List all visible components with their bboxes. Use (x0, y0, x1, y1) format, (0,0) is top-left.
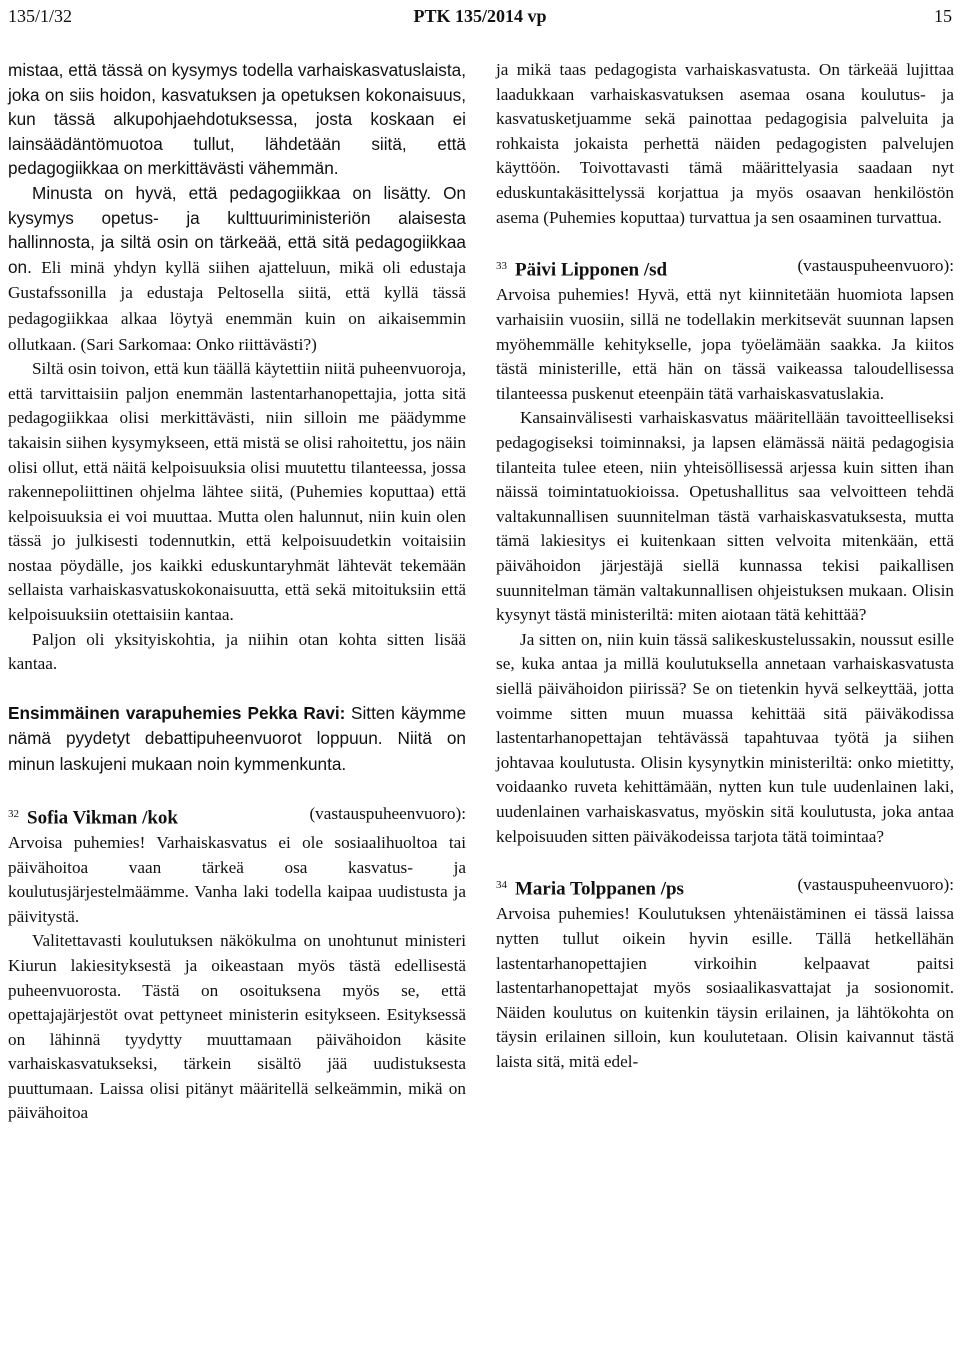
paragraph: Arvoisa puhemies! Varhaiskasvatus ei ole sosiaalihuoltoa tai päivähoitoa vaan tärkeä osa kasvatus- ja koulutusjärjestelmäämme. Vanha laki todella kaipaa uudistusta ja päivitystä. (8, 832, 466, 926)
speech-number: 33 (496, 260, 507, 273)
speech-type: (vastauspuheenvuoro): (797, 256, 954, 276)
speech-number: 32 (8, 807, 19, 820)
speech-number: 34 (496, 879, 507, 892)
paragraph: mistaa, että tässä on kysymys todella varhaiskasvatuslaista, joka on siis hoidon, kasvatuksen ja opetuksen kokonaisuus, kun tässä alkupohjaehdotuksessa, josta koskaan ei lainsäädäntömuotoa tullut, lähdetään siitä, että pedagogiikkaa on merkittävästi vähemmän. (8, 60, 466, 179)
paragraph: Siltä osin toivon, että kun täällä käytettiin niitä puheenvuoroja, että tarvittaisiin paljon enemmän lastentarhanopettajia, jotta sitä pedagogiikkaa olisi merkittävästi, niin silloin me päädymme takaisin siihen kysymykseen, että mistä se olisi rahoitettu, jos näin olisi ollut, että näitä kelpoisuuksia olisi muutettu tilanteessa, jossa rakennepoliittinen ohjelma lähtee siitä, (Puhemies koputtaa) että kelpoisuuksia ei voi muuttaa. Mutta olen halunnut, niin kuin olen tässä jo julkisesti todennutkin, että kelpoisuudetkin voitaisiin nostaa pöydälle, jos kaikki eduskuntaryhmät lähtevät tekemään sellaista varhaiskasvatuskokonaisuutta, että sekä mitoituksiin että kelpoisuuksiin otettaisiin kantaa. (8, 359, 466, 625)
paragraph: Arvoisa puhemies! Koulutuksen yhtenäistäminen ei tässä laissa nytten tullut oikein hyvin esille. Tällä hetkellähän lastentarhanopettajien virkoihin kelpaavat paitsi lastentarhanopettajat myös sosiaalikasvattajat ja sosionomit. Näiden koulutus on kuitenkin täysin erilainen, ja lähtökohta on täysin erilainen silloin, kun koulutetaan. Olisin kaivannut tästä laista sitä, mitä edel- (496, 904, 954, 1072)
speaker-heading (496, 873, 954, 902)
paragraph: Arvoisa puhemies! Hyvä, että nyt kiinnitetään huomiota lapsen varhaisiin vuosiin, sillä ne todellakin merkitsevät suunnan lapsen myöhemmälle kehitykselle, jopa työelämään saakka. Ja kiitos tästä ministerille, että hän on tässä vaikeassa taloudellisessa tilanteessa puskenut eteenpäin tätä varhaiskasvatuslakia. (496, 285, 954, 403)
page-number: 15 (934, 6, 952, 26)
speech-33 (496, 254, 954, 849)
left-column (8, 58, 466, 1126)
paragraph: ja mikä taas pedagogista varhaiskasvatusta. On tärkeää lujittaa laadukkaan varhaiskasvatuksen asemaa osana koulutus- ja kasvatusketjuamme sekä painottaa pedagogisia palveluita ja rohkaista jokaista perhettä näiden pedagogisten palvelujen käyttöön. Toivottavasti tämä määrittelyasia saadaan nyt eduskuntakäsittelyssä korjattua ja myös osaavan henkilöstön asema (Puhemies koputtaa) turvattua ja sen osaaminen turvattua. (496, 60, 954, 227)
paragraph-text: Sitten käymme nämä pyydetyt debattipuheenvuorot loppuun. Niitä on minun laskujeni mukaan noin kymmenkunta. (8, 702, 467, 775)
paragraph-text: Minusta on hyvä, että pedagogiikkaa on lisätty. On kysymys opetus- ja kulttuuriministeriön alaisesta hallinnosta, ja siltä osin on tärkeää, että sitä pedagogiikkaa on. (8, 182, 466, 277)
paragraph: Ja sitten on, niin kuin tässä salikeskustelussakin, noussut esille se, kuka antaa ja millä koulutuksella annetaan varhaiskasvatusta siellä päivähoidon piirissä? Se on tietenkin hyvä selkeyttää, jotta voimme sitten muun muassa kehittää sitä päiväkodissa lastentarhanopettajan tehtävässä tapahtuvaa työtä ja siihen johtavaa koulutusta. Olisin kysynytkin ministeriltä: onko mietitty, voidaanko ruveta kehittämään, nytten kun tule uudenlainen laki, uudenlainen varhaiskasvatus, myöskin sitä koulutusta, joka antaa kelpoisuuden sitten päiväkodeissa tarjota tätä toimintaa? (496, 629, 954, 846)
speaker-name: Päivi Lipponen /sd (515, 259, 668, 281)
document-reference: 135/1/32 (8, 6, 73, 26)
paragraph: Paljon oli yksityiskohtia, ja niihin otan kohta sitten lisää kantaa. (8, 629, 466, 674)
paragraph-text: Eli minä yhdyn kyllä siihen ajatteluun, mikä oli edustaja Gustafssonilla ja edustaja Peltosella siitä, että kyllä tässä pedagogiikkaa alkaa löytyä enemmän kuin on aikaisemmin ollutkaan. (Sari Sarkomaa: Onko riittävästi?) (8, 257, 466, 354)
speaker-heading (496, 254, 954, 283)
page-header (8, 4, 952, 28)
paragraph: Valitettavasti koulutuksen näkökulma on unohtunut ministeri Kiurun lakiesityksestä ja oikeastaan myös tästä edellisestä puheenvuorosta. Tästä on osoituksena myös se, että opettajajärjestöt ovat pettyneet ministerin esitykseen. Esityksessä on lähinnä tyydytty muuttamaan päivähoidon käsite varhaiskasvatukseksi, tärkein sisältö jää uudistuksesta puuttumaan. Laissa olisi pitänyt määritellä selkeämmin, mikä on päivähoitoa (8, 931, 466, 1123)
speaker-heading (8, 802, 466, 831)
speech-type: (vastauspuheenvuoro): (309, 803, 466, 823)
speech-32 (8, 802, 466, 1126)
speaker-name: Ensimmäinen varapuhemies Pekka Ravi: (8, 702, 346, 723)
chair-statement (8, 701, 466, 778)
document-title: PTK 135/2014 vp (413, 6, 547, 26)
right-column (496, 58, 954, 1075)
speaker-name: Maria Tolppanen /ps (515, 878, 684, 900)
paragraph (8, 181, 466, 357)
speech-type: (vastauspuheenvuoro): (797, 875, 954, 895)
paragraph: Kansainvälisesti varhaiskasvatus määritellään tavoitteelliseksi pedagogiseksi toiminnaksi, ja lapsen elämässä näitä pedagogisia tilanteita tulee eteen, niin yhteisöllisessä arjessa kuin sitten ihan näissä toimintatuokioissa. Opetushallitus saa velvoitteen tehdä valtakunnallisen suunnitelman tästä varhaiskasvatuksesta, mutta tämä lakiesitys ei kuitenkaan sitten velvoita mitenkään, että päivähoidon järjestäjä siellä kunnassa tekisi paikallisen suunnitelman tämän valtakunnallisen ohjeistuksen mukaan. Olisin kysynyt tästä ministeriltä: miten aiotaan tätä kehittää? (496, 408, 954, 625)
speaker-name: Sofia Vikman /kok (27, 807, 178, 829)
speech-34 (496, 873, 954, 1074)
